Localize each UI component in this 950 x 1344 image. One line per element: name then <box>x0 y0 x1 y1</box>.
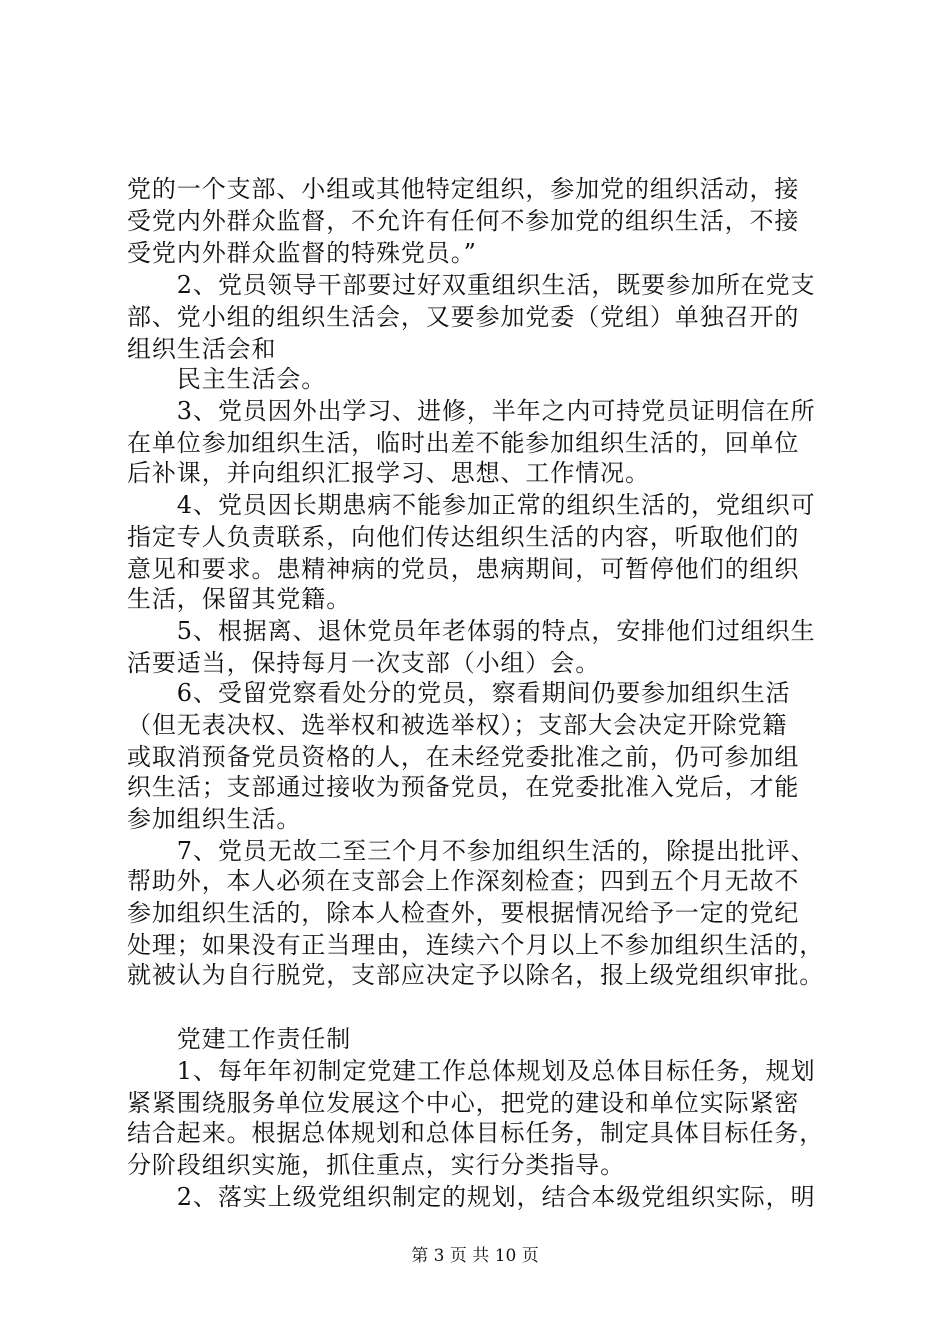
text-line: 党的一个支部、小组或其他特定组织，参加党的组织活动，接 <box>127 175 800 203</box>
page-number: 第 3 页 共 10 页 <box>411 1246 539 1266</box>
text-line: 活要适当，保持每月一次支部（小组）会。 <box>127 649 601 677</box>
text-line: 2、党员领导干部要过好双重组织生活，既要参加所在党支 <box>127 271 816 299</box>
text-line: 3、党员因外出学习、进修，半年之内可持党员证明信在所 <box>127 397 816 425</box>
text-line: 处理；如果没有正当理由，连续六个月以上不参加组织生活的， <box>127 931 825 959</box>
text-line: 受党内外群众监督的特殊党员。” <box>127 239 477 267</box>
text-line: 民主生活会。 <box>127 365 327 393</box>
text-line: 组织生活会和 <box>127 335 277 363</box>
text-line: 7、党员无故二至三个月不参加组织生活的，除提出批评、 <box>127 837 816 865</box>
text-line: 指定专人负责联系，向他们传达组织生活的内容，听取他们的 <box>127 523 800 551</box>
text-line: 帮助外，本人必须在支部会上作深刻检查；四到五个月无故不 <box>127 867 800 895</box>
text-line: 4、党员因长期患病不能参加正常的组织生活的，党组织可 <box>127 491 816 519</box>
text-line: 后补课，并向组织汇报学习、思想、工作情况。 <box>127 459 650 487</box>
text-line: 或取消预备党员资格的人，在未经党委批准之前，仍可参加组 <box>127 743 800 771</box>
text-line: 部、党小组的组织生活会，又要参加党委（党组）单独召开的 <box>127 303 800 331</box>
text-line: 5、根据离、退休党员年老体弱的特点，安排他们过组织生 <box>127 617 816 645</box>
text-line: （但无表决权、选举权和被选举权）；支部大会决定开除党籍 <box>127 711 788 739</box>
text-line: 紧紧围绕服务单位发展这个中心，把党的建设和单位实际紧密 <box>127 1089 800 1117</box>
text-line: 1、每年年初制定党建工作总体规划及总体目标任务，规划 <box>127 1057 816 1085</box>
text-line: 生活，保留其党籍。 <box>127 585 352 613</box>
text-line: 受党内外群众监督，不允许有任何不参加党的组织生活，不接 <box>127 207 800 235</box>
text-line: 6、受留党察看处分的党员，察看期间仍要参加组织生活 <box>127 679 791 707</box>
text-line: 2、落实上级党组织制定的规划，结合本级党组织实际，明 <box>127 1183 816 1211</box>
text-line: 参加组织生活的，除本人检查外，要根据情况给予一定的党纪 <box>127 899 800 927</box>
text-line: 结合起来。根据总体规划和总体目标任务，制定具体目标任务， <box>127 1119 825 1147</box>
section-heading: 党建工作责任制 <box>127 1025 352 1053</box>
text-line: 意见和要求。患精神病的党员，患病期间，可暂停他们的组织 <box>127 555 800 583</box>
text-line: 参加组织生活。 <box>127 805 302 833</box>
text-line: 就被认为自行脱党，支部应决定予以除名，报上级党组织审批。 <box>127 961 825 989</box>
text-line: 分阶段组织实施，抓住重点，实行分类指导。 <box>127 1151 625 1179</box>
text-line: 在单位参加组织生活，临时出差不能参加组织生活的，回单位 <box>127 429 800 457</box>
text-line: 织生活；支部通过接收为预备党员，在党委批准入党后，才能 <box>127 773 800 801</box>
